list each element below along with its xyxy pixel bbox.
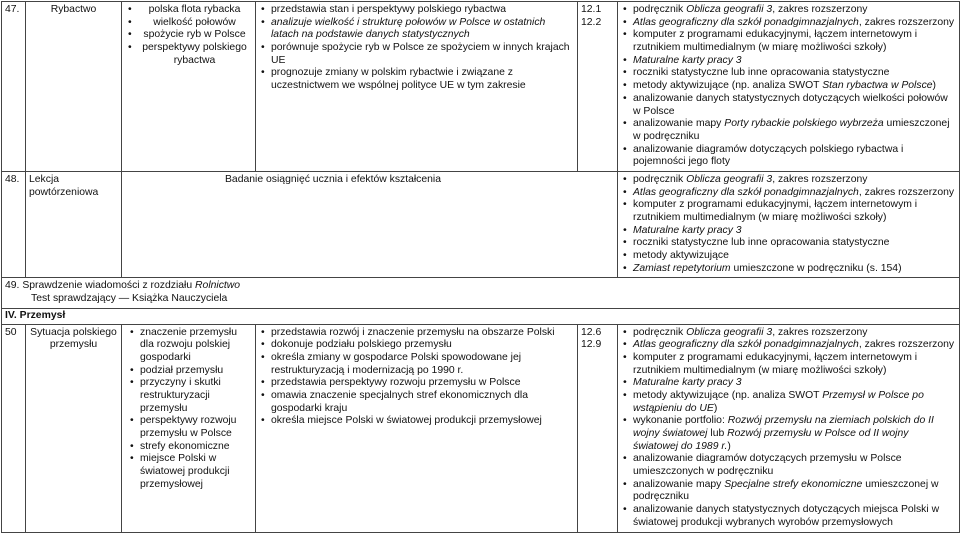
lesson-number: 48. bbox=[2, 171, 26, 278]
lesson-49-cell bbox=[2, 278, 960, 308]
list-item: • znaczenie przemysłu dla rozwoju polskiej gospodarki bbox=[128, 327, 252, 365]
list-item: • przedstawia stan i perspektywy polskiego rybactwa bbox=[259, 4, 574, 17]
list-item: • miejsce Polski w światowej produkcji przemysłowej bbox=[128, 453, 252, 491]
list-item: • Maturalne karty pracy 3 bbox=[621, 55, 956, 68]
list-item: • strefy ekonomiczne bbox=[128, 441, 252, 454]
lesson-topics bbox=[122, 324, 256, 532]
list-item bbox=[621, 80, 956, 93]
list-item: • porównuje spożycie ryb w Polsce ze spożyciem w innych krajach UE bbox=[259, 42, 574, 67]
curriculum-code: 12.2 bbox=[581, 16, 602, 28]
list-item: • perspektywy rozwoju przemysłu w Polsce bbox=[128, 415, 252, 440]
lesson-title: Lekcja powtórzeniowa bbox=[26, 171, 122, 278]
means-text: umieszczonej w podręczniku bbox=[633, 118, 950, 142]
list-item bbox=[621, 263, 956, 276]
lesson-title: Sytuacja polskiego przemysłu bbox=[26, 324, 122, 532]
list-item: • analizowanie diagramów dotyczących przemysłu w Polsce umieszczonych w podręczniku bbox=[621, 453, 956, 478]
list-item bbox=[621, 187, 956, 200]
assessment-text: Badanie osiągnięć ucznia i efektów kształcenia bbox=[225, 173, 442, 185]
means-list bbox=[621, 327, 956, 530]
means-text: podręcznik bbox=[633, 326, 687, 338]
lesson-topics bbox=[122, 2, 256, 172]
list-item: • dokonuje podziału polskiego przemysłu bbox=[259, 339, 574, 352]
table-row-48 bbox=[2, 171, 960, 278]
list-item: • Maturalne karty pracy 3 bbox=[621, 377, 956, 390]
list-item: • roczniki statystyczne lub inne opracowania statystyczne bbox=[621, 237, 956, 250]
list-item: • omawia znaczenie specjalnych stref ekonomicznych dla gospodarki kraju bbox=[259, 390, 574, 415]
means-title: Oblicza geografii 3 bbox=[686, 4, 773, 15]
table-row-50 bbox=[2, 324, 960, 532]
list-item: • podział przemysłu bbox=[128, 365, 252, 378]
list-item: • spożycie ryb w Polsce bbox=[137, 29, 252, 42]
list-item: • analizuje wielkość i strukturę połowów w Polsce w ostatnich latach na podstawie danych statystycznych bbox=[259, 17, 574, 42]
list-item: • przyczyny i skutki restrukturyzacji przemysłu bbox=[128, 377, 252, 415]
means-list bbox=[621, 174, 956, 276]
list-item bbox=[621, 415, 956, 453]
list-item: • określa miejsce Polski w światowej produkcji przemysłowej bbox=[259, 415, 574, 428]
lesson-number: 49. bbox=[5, 280, 20, 292]
means-text: , zakres rozszerzony bbox=[772, 173, 868, 185]
means-title: Stan rybactwa w Polsce bbox=[822, 80, 933, 92]
means-text: wykonanie portfolio: bbox=[633, 415, 728, 427]
means-text: podręcznik bbox=[633, 4, 687, 15]
list-item: • roczniki statystyczne lub inne opracowania statystyczne bbox=[621, 67, 956, 80]
means-text: podręcznik bbox=[633, 173, 687, 185]
means-text: metody aktywizujące (np. analiza SWOT bbox=[633, 389, 823, 401]
list-item: • perspektywy polskiego rybactwa bbox=[137, 42, 252, 67]
lesson-goals bbox=[256, 324, 578, 532]
means-text: , zakres rozszerzony bbox=[772, 326, 868, 338]
list-item: • analizowanie diagramów dotyczących polskiego rybactwa i pojemności jego floty bbox=[621, 144, 956, 169]
list-item: • komputer z programami edukacyjnymi, łączem internetowym i rzutnikiem multimedialnym (w miarę możliwości szkoły) bbox=[621, 352, 956, 377]
list-item: • przedstawia rozwój i znaczenie przemysłu na obszarze Polski bbox=[259, 327, 574, 340]
means-title: Porty rybackie polskiego wybrzeża bbox=[724, 118, 884, 130]
means-text: analizowanie mapy bbox=[633, 118, 725, 130]
teaching-means bbox=[618, 324, 960, 532]
means-text: umieszczonej w podręczniku bbox=[633, 478, 939, 503]
means-text: , zakres rozszerzony bbox=[772, 4, 868, 15]
list-item: • metody aktywizujące bbox=[621, 250, 956, 263]
means-title: Atlas geograficzny dla szkół ponadgimnazjalnych bbox=[633, 16, 859, 28]
list-item bbox=[621, 390, 956, 415]
lesson-span-text bbox=[122, 171, 618, 278]
goals-list bbox=[259, 4, 574, 93]
list-item bbox=[621, 4, 956, 17]
lesson-49-title bbox=[5, 280, 956, 293]
table-row-47 bbox=[2, 2, 960, 172]
means-title: Oblicza geografii 3 bbox=[686, 173, 773, 185]
means-title: Rozwój przemysłu na ziemiach polskich do II wojny światowej bbox=[633, 415, 934, 439]
curriculum-code: 12.9 bbox=[581, 339, 602, 351]
lesson-49-subtitle: Test sprawdzający — Książka Nauczyciela bbox=[31, 293, 228, 305]
lesson-title: Rybactwo bbox=[26, 2, 122, 172]
means-title: Specjalne strefy ekonomiczne bbox=[724, 478, 863, 490]
means-text: , zakres rozszerzony bbox=[858, 186, 955, 198]
list-item: • komputer z programami edukacyjnymi, łączem internetowym i rzutnikiem multimedialnym (w miarę możliwości szkoły) bbox=[621, 29, 956, 54]
means-title: Atlas geograficzny dla szkół ponadgimnazjalnych bbox=[633, 186, 859, 198]
curriculum-code: 12.6 bbox=[581, 326, 602, 338]
list-item: • prognozuje zmiany w polskim rybactwie i związane z uczestnictwem we wspólnej polityce UE w tym zakresie bbox=[259, 67, 574, 92]
goals-list bbox=[259, 327, 574, 429]
list-item bbox=[621, 118, 956, 143]
list-item bbox=[621, 327, 956, 340]
list-item: • określa zmiany w gospodarce Polski spowodowane jej restrukturyzacją i modernizacją po 1990 r. bbox=[259, 352, 574, 377]
means-text: lub bbox=[707, 428, 728, 439]
topics-list bbox=[125, 4, 252, 67]
means-list bbox=[621, 4, 956, 169]
list-item: • komputer z programami edukacyjnymi, łączem internetowym i rzutnikiem multimedialnym (w miarę możliwości szkoły) bbox=[621, 199, 956, 224]
means-text: , zakres rozszerzony bbox=[858, 16, 955, 28]
topics-list bbox=[128, 327, 252, 492]
list-item: • polska flota rybacka bbox=[137, 4, 252, 17]
lesson-plan-table bbox=[1, 1, 960, 533]
means-text: analizowanie mapy bbox=[633, 478, 725, 490]
lesson-number: 50 bbox=[2, 324, 26, 532]
means-text: ) bbox=[727, 440, 731, 452]
means-title: Zamiast repetytorium bbox=[633, 262, 731, 274]
list-item bbox=[621, 17, 956, 30]
list-item: • analizowanie danych statystycznych dotyczących miejsca Polski w światowej produkcji wybranych wyrobów przemysłowych bbox=[621, 504, 956, 529]
table-row-49 bbox=[2, 278, 960, 308]
lesson-goals bbox=[256, 2, 578, 172]
section-title: IV. Przemysł bbox=[2, 308, 960, 324]
means-text: ) bbox=[932, 80, 937, 92]
curriculum-codes bbox=[578, 324, 618, 532]
means-title: Oblicza geografii 3 bbox=[686, 326, 773, 338]
teaching-means bbox=[618, 2, 960, 172]
list-item: • Maturalne karty pracy 3 bbox=[621, 225, 956, 238]
list-item: • wielkość połowów bbox=[137, 17, 252, 30]
means-title: Przemysł w Polsce po wstąpieniu do UE bbox=[633, 389, 924, 414]
means-text: ) bbox=[713, 402, 718, 414]
means-title: Rozwój przemysłu w Polsce od II wojny światowej do 1989 r. bbox=[633, 428, 909, 452]
teaching-means bbox=[618, 171, 960, 278]
means-text: , zakres rozszerzony bbox=[858, 339, 955, 351]
list-item: • analizowanie danych statystycznych dotyczących wielkości połowów w Polsce bbox=[621, 93, 956, 118]
means-text: umieszczone w podręczniku (s. 154) bbox=[730, 262, 902, 274]
lesson-title-italic: Rolnictwo bbox=[195, 280, 241, 292]
list-item bbox=[621, 479, 956, 504]
list-item: • przedstawia perspektywy rozwoju przemysłu w Polsce bbox=[259, 377, 574, 390]
list-item bbox=[621, 174, 956, 187]
list-item bbox=[621, 339, 956, 352]
curriculum-code: 12.1 bbox=[581, 4, 602, 15]
means-title: Atlas geograficzny dla szkół ponadgimnazjalnych bbox=[633, 339, 859, 351]
lesson-title: Sprawdzenie wiadomości z rozdziału bbox=[22, 280, 196, 292]
means-text: metody aktywizujące (np. analiza SWOT bbox=[633, 80, 823, 92]
section-header-row bbox=[2, 308, 960, 324]
curriculum-codes bbox=[578, 2, 618, 172]
lesson-number: 47. bbox=[2, 2, 26, 172]
